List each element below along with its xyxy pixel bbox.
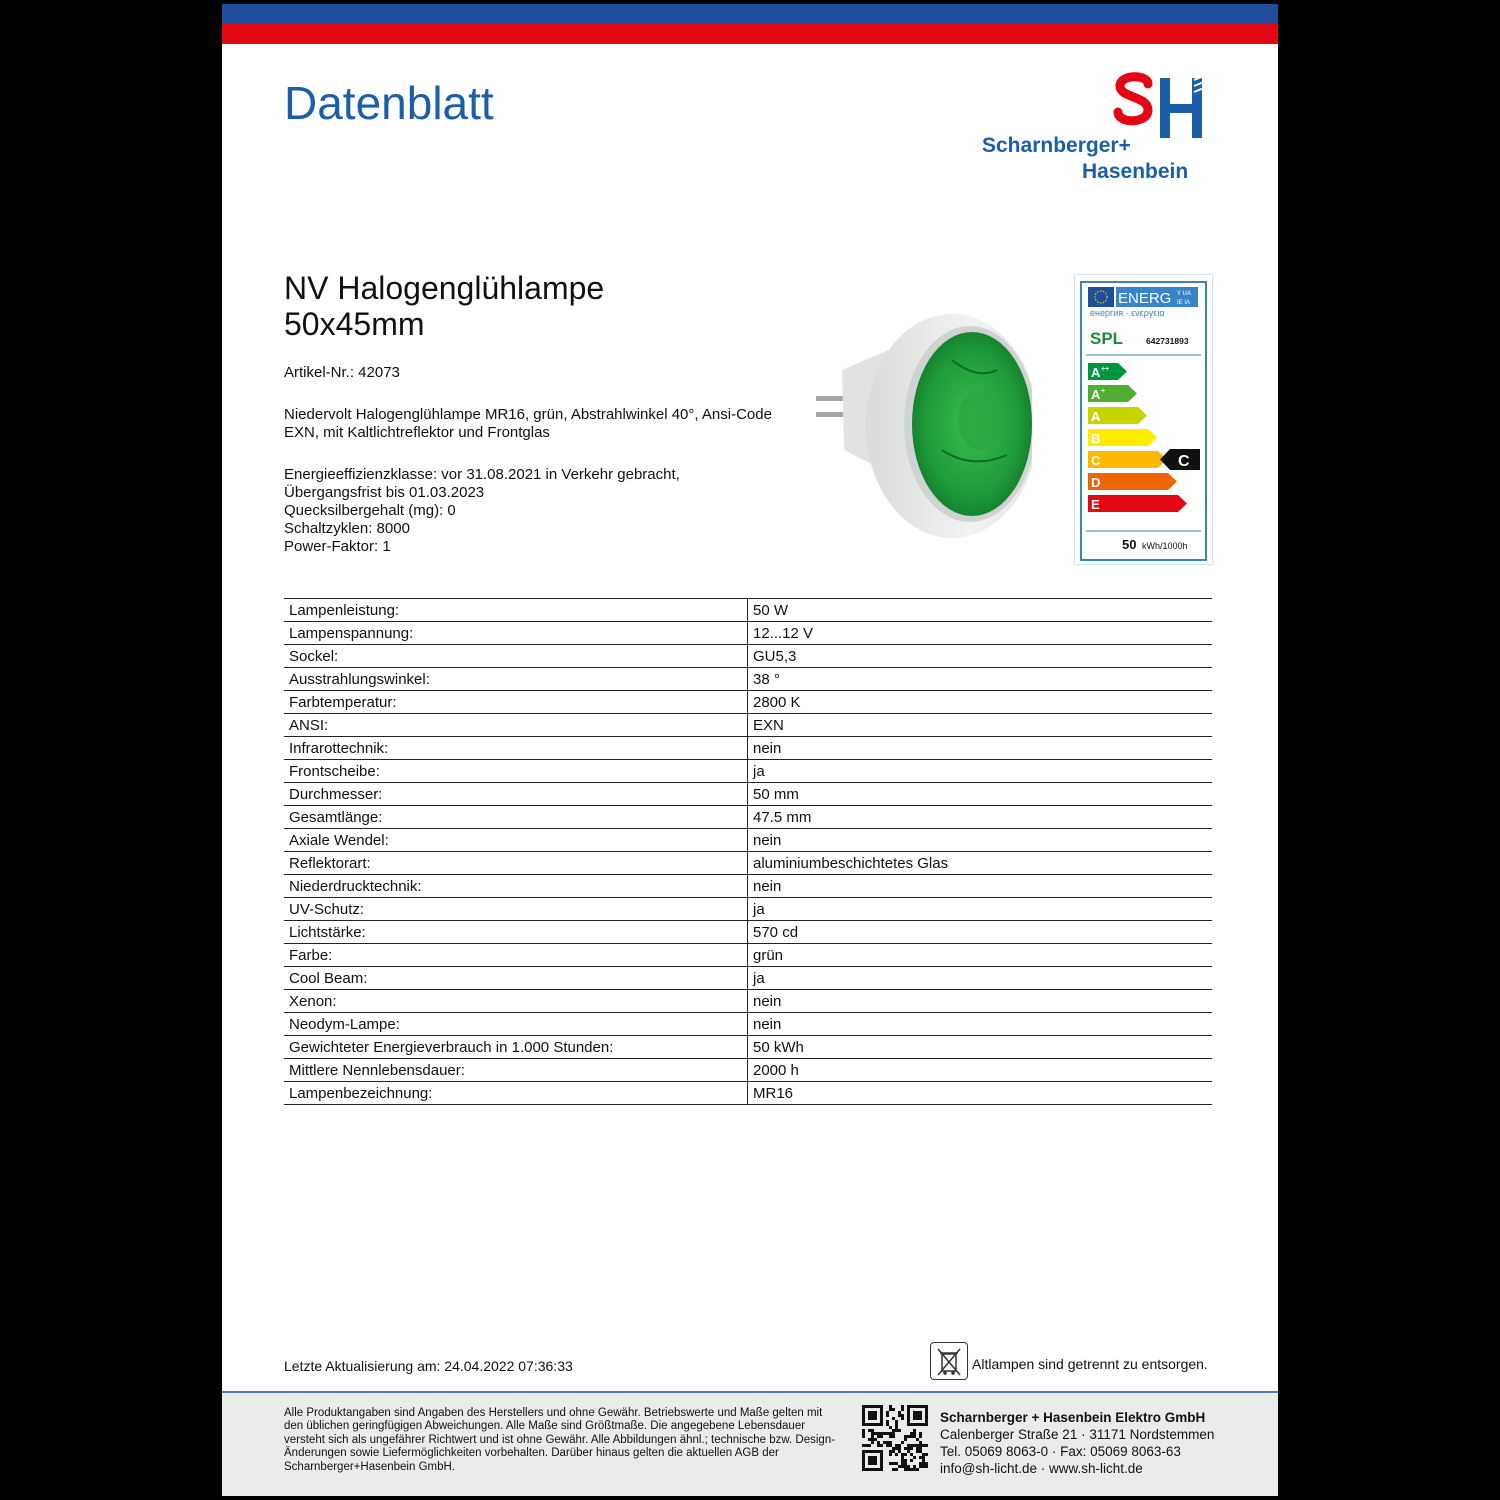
energy-class-label: C [1091,453,1101,468]
spec-value: 50 mm [748,783,1213,806]
table-row [284,783,1212,806]
spec-label: Ausstrahlungswinkel: [284,668,748,691]
spec-value: 12...12 V [748,622,1213,645]
spec-label: Sockel: [284,645,748,668]
energy-class-label: A [1091,387,1101,402]
table-row [284,760,1212,783]
energy-class-label: E [1091,497,1100,512]
energy-class-label: A [1091,365,1101,380]
energy-class-superscript: + [1101,388,1106,395]
table-row [284,967,1212,990]
spec-label: Lichtstärke: [284,921,748,944]
info-line: Quecksilbergehalt (mg): 0 [284,502,456,519]
table-row [284,1013,1212,1036]
spec-value: nein [748,990,1213,1013]
disclaimer: Alle Produktangaben sind Angaben des Herstellers und ohne Gewähr. Betriebswerte und Maße gelten mit den üblichen geringfügigen Abweichungen. Alle Maße sind Größtmaße. Die angegebene Lebensdauer versteht sich als ungefährer Richtwert und ist ohne Gewähr. Alle Abbildungen ähnl.; technische bzw. Design-Änderungen sowie Liefermöglichkeiten vorbehalten. Darüber hinaus gelten die aktuellen AGB der Scharnberger+Hasenbein GmbH. [284,1407,836,1473]
spec-label: Farbe: [284,944,748,967]
spec-label: Durchmesser: [284,783,748,806]
energy-rating-letter: C [1178,453,1190,470]
energy-class-superscript: ++ [1101,366,1110,373]
spec-label: Farbtemperatur: [284,691,748,714]
spec-value: grün [748,944,1213,967]
energy-consumption-unit: kWh/1000h [1142,541,1188,551]
spec-label: Infrarottechnik: [284,737,748,760]
header-band-blue [222,4,1278,24]
spec-value: 38 ° [748,668,1213,691]
spec-label: Mittlere Nennlebensdauer: [284,1059,748,1082]
energy-class-bar [1088,495,1187,512]
table-row [284,898,1212,921]
company-contact [940,1409,1214,1477]
spec-value: GU5,3 [748,645,1213,668]
energy-class-bars [1088,363,1200,512]
spec-label: Lampenspannung: [284,622,748,645]
product-info [284,466,680,556]
table-row [284,622,1212,645]
info-line: Power-Faktor: 1 [284,538,391,555]
product-description: Niedervolt Halogenglühlampe MR16, grün, Abstrahlwinkel 40°, Ansi-Code EXN, mit Kaltlichtreflektor und Frontglas [284,406,772,441]
energy-model: 642731893 [1146,336,1189,346]
spec-label: UV-Schutz: [284,898,748,921]
table-row [284,990,1212,1013]
spec-label: Xenon: [284,990,748,1013]
table-row [284,599,1212,622]
info-line: Schaltzyklen: 8000 [284,520,410,537]
energy-label-graphic [1082,283,1205,559]
table-row [284,875,1212,898]
spec-value: 2800 K [748,691,1213,714]
spec-value: ja [748,898,1213,921]
table-row [284,1036,1212,1059]
table-row [284,714,1212,737]
spec-value: 50 W [748,599,1213,622]
header-band-red [222,24,1278,44]
company-web: info@sh-licht.de · www.sh-licht.de [940,1461,1143,1476]
energy-header-suffix-top: Y UA [1177,291,1191,297]
spec-value: 50 kWh [748,1036,1213,1059]
spec-label: Lampenbezeichnung: [284,1082,748,1105]
spec-value: ja [748,760,1213,783]
brand-name-line1: Scharnberger+ [982,134,1131,157]
table-row [284,737,1212,760]
table-row [284,1059,1212,1082]
spec-label: Cool Beam: [284,967,748,990]
product-image [802,300,1032,556]
table-row [284,668,1212,691]
company-phone: Tel. 05069 8063-0 · Fax: 05069 8063-63 [940,1444,1181,1459]
table-row [284,1082,1212,1105]
energy-consumption-value: 50 [1122,537,1137,552]
spec-table [284,598,1212,1105]
spec-label: Gewichteter Energieverbrauch in 1.000 Stunden: [284,1036,748,1059]
product-title [284,270,604,342]
spec-value: ja [748,967,1213,990]
spec-value: EXN [748,714,1213,737]
energy-header-suffix-bottom: IE IA [1177,300,1191,306]
energy-subtitle: енергия · ενεργεια [1090,308,1165,318]
footer [222,1391,1278,1496]
spec-label: Niederdrucktechnik: [284,875,748,898]
energy-class-label: D [1091,475,1101,490]
datasheet-page [222,4,1278,1496]
weee-bin-icon [930,1342,968,1380]
energy-class-label: A [1091,409,1101,424]
table-row [284,944,1212,967]
table-row [284,645,1212,668]
company-logo [982,70,1214,190]
spec-value: MR16 [748,1082,1213,1105]
product-title-line2: 50x45mm [284,306,425,342]
spec-label: Reflektorart: [284,852,748,875]
spec-value: nein [748,737,1213,760]
company-name: Scharnberger + Hasenbein Elektro GmbH [940,1410,1206,1425]
energy-supplier: SPL [1090,329,1124,348]
spec-value: 570 cd [748,921,1213,944]
table-row [284,806,1212,829]
spec-value: aluminiumbeschichtetes Glas [748,852,1213,875]
table-row [284,852,1212,875]
energy-header: ENERG [1118,290,1172,307]
table-row [284,691,1212,714]
energy-label [1074,274,1213,565]
article-number: Artikel-Nr.: 42073 [284,364,400,381]
spec-value: nein [748,829,1213,852]
spec-value: 2000 h [748,1059,1213,1082]
info-line: Energieeffizienzklasse: vor 31.08.2021 in Verkehr gebracht, [284,466,680,483]
energy-class-label: B [1091,431,1101,446]
disposal-note: Altlampen sind getrennt zu entsorgen. [972,1356,1208,1372]
spec-label: Gesamtlänge: [284,806,748,829]
sh-logo-mark [1112,70,1212,140]
spec-label: Frontscheibe: [284,760,748,783]
spec-label: ANSI: [284,714,748,737]
qr-code-icon [862,1405,928,1471]
last-update: Letzte Aktualisierung am: 24.04.2022 07:36:33 [284,1358,573,1374]
spec-label: Neodym-Lampe: [284,1013,748,1036]
product-title-line1: NV Halogenglühlampe [284,270,605,306]
spec-value: 47.5 mm [748,806,1213,829]
page-title: Datenblatt [284,77,494,129]
spec-value: nein [748,875,1213,898]
table-row [284,829,1212,852]
table-row [284,921,1212,944]
brand-name-line2: Hasenbein [1082,160,1189,183]
spec-value: nein [748,1013,1213,1036]
company-address: Calenberger Straße 21 · 31171 Nordstemmen [940,1427,1215,1442]
spec-label: Axiale Wendel: [284,829,748,852]
spec-label: Lampenleistung: [284,599,748,622]
info-line: Übergangsfrist bis 01.03.2023 [284,484,485,501]
energy-class-bar [1088,473,1177,490]
